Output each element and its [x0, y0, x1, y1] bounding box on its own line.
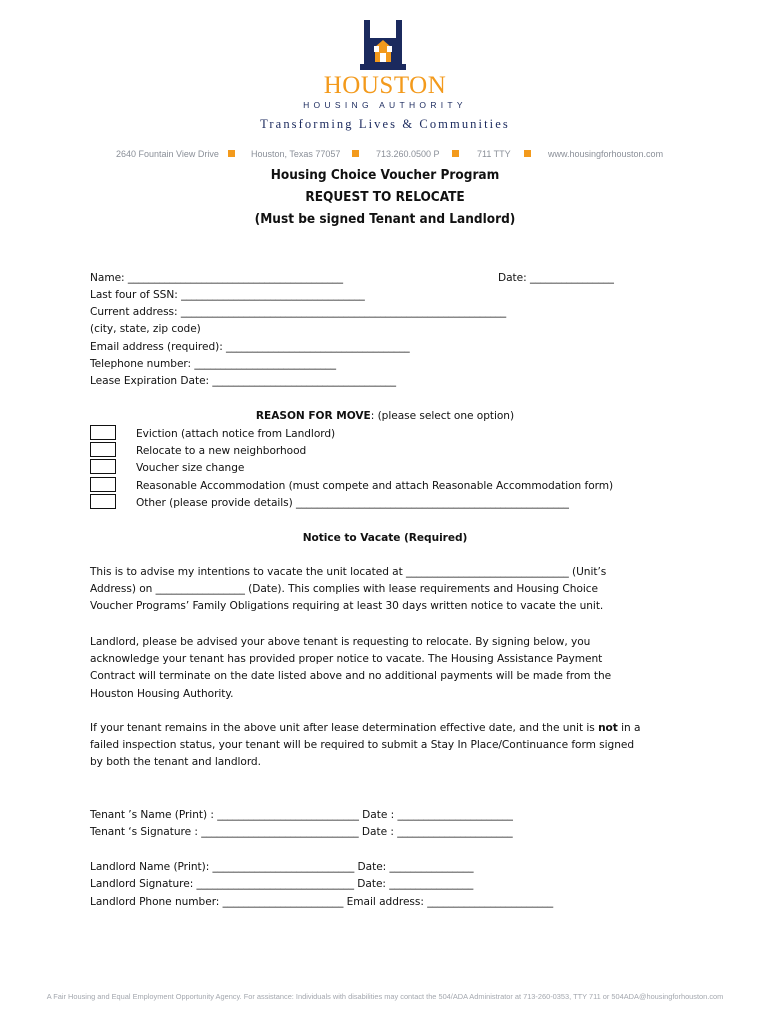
form-title-note: (Must be signed Tenant and Landlord): [254, 211, 516, 227]
reason-option-other[interactable]: Other (please provide details) ____________________________________________________: [136, 497, 569, 509]
checkbox-eviction[interactable]: [90, 425, 116, 440]
form-title-request: REQUEST TO RELOCATE: [305, 189, 465, 205]
checkbox-reasonable-accommodation[interactable]: [90, 477, 116, 492]
reason-heading-bold: REASON FOR MOVE: [255, 410, 371, 422]
notice-p3-line: by both the tenant and landlord.: [90, 756, 261, 769]
email-field[interactable]: Email address (required): ___________________________________: [90, 341, 410, 353]
landlord-phone-field[interactable]: Landlord Phone number: _______________________ Email address: ________________________: [90, 896, 554, 908]
landlord-name-field[interactable]: Landlord Name (Print): ___________________________ Date: ________________: [90, 861, 474, 873]
notice-p3-before: If your tenant remains in the above unit after lease determination effective date, and the unit is: [90, 722, 599, 734]
contact-address: 2640 Fountain View Drive: [116, 149, 219, 159]
form-title-program: Housing Choice Voucher Program: [270, 167, 500, 183]
current-address-field[interactable]: Current address: ______________________________________________________________: [90, 306, 507, 318]
reason-option-eviction: Eviction (attach notice from Landlord): [136, 428, 336, 440]
separator-square-icon: [228, 150, 235, 157]
notice-p2-line: acknowledge your tenant has provided proper notice to vacate. The Housing Assistance Payment: [90, 653, 603, 666]
notice-paragraph-1: [90, 564, 680, 616]
tenant-signature-field[interactable]: Tenant ‘s Signature : ______________________________ Date : ______________________: [90, 826, 513, 838]
reason-heading-rest: : (please select one option): [370, 410, 515, 422]
separator-square-icon: [452, 150, 459, 157]
lease-expiration-field[interactable]: Lease Expiration Date: ___________________________________: [90, 375, 397, 387]
notice-p1-line: Voucher Programs’ Family Obligations requiring at least 30 days written notice to vacate the unit.: [90, 600, 604, 613]
separator-square-icon: [524, 150, 531, 157]
form-title: [0, 164, 770, 230]
notice-p3-line: failed inspection status, your tenant will be required to submit a Stay In Place/Continuance form signed: [90, 739, 635, 752]
date-field[interactable]: Date: ________________: [498, 272, 614, 284]
notice-p2-line: Landlord, please be advised your above tenant is requesting to relocate. By signing below, you: [90, 636, 591, 648]
contact-phone: 713.260.0500 P: [376, 149, 440, 159]
tenant-name-field[interactable]: Tenant ’s Name (Print) : ___________________________ Date : ______________________: [90, 809, 513, 821]
org-tagline: Transforming Lives & Communities: [260, 117, 510, 131]
contact-city: Houston, Texas 77057: [251, 149, 341, 159]
notice-p1-line: Address) on _________________ (Date). This complies with lease requirements and Housing Choice: [90, 583, 599, 596]
reason-option-relocate: Relocate to a new neighborhood: [136, 445, 307, 457]
notice-p3-bold-not: not: [598, 722, 618, 734]
contact-website: www.housingforhouston.com: [548, 149, 664, 159]
reason-option-accommodation: Reasonable Accommodation (must compete and attach Reasonable Accommodation form): [136, 480, 614, 492]
org-subtitle: HOUSING AUTHORITY: [303, 100, 467, 110]
landlord-signature-field[interactable]: Landlord Signature: ______________________________ Date: ________________: [90, 878, 474, 890]
notice-p3-line: [90, 720, 680, 737]
separator-square-icon: [352, 150, 359, 157]
telephone-field[interactable]: Telephone number: ___________________________: [90, 358, 337, 370]
reason-heading: [0, 408, 770, 425]
checkbox-voucher-size[interactable]: [90, 459, 116, 474]
org-name: HOUSTON: [323, 72, 447, 99]
checkbox-other[interactable]: [90, 494, 116, 509]
reason-option-voucher-size: Voucher size change: [136, 462, 245, 474]
notice-p3-after: in a: [617, 722, 641, 734]
city-state-zip-label: (city, state, zip code): [90, 323, 201, 335]
name-field[interactable]: Name: _________________________________________: [90, 272, 344, 284]
notice-p2-line: Houston Housing Authority.: [90, 687, 234, 700]
ssn-field[interactable]: Last four of SSN: ___________________________________: [90, 289, 365, 301]
contact-tty: 711 TTY: [477, 149, 511, 159]
checkbox-relocate[interactable]: [90, 442, 116, 457]
houston-housing-authority-logo-icon: [360, 20, 406, 70]
notice-p1-line: This is to advise my intentions to vacate the unit located at _______________________________ (Unit’s: [90, 566, 607, 578]
footer-disclaimer: A Fair Housing and Equal Employment Opportunity Agency. For assistance: Individuals with disabilities may contact the 504/ADA Administrator at 713-260-0353, TTY 711 or 504ADA@housingforhouston.com: [46, 992, 724, 1001]
notice-p2-line: Contract will terminate on the date listed above and no additional payments will be made from the: [90, 670, 612, 683]
notice-heading: Notice to Vacate (Required): [302, 532, 468, 544]
notice-paragraph-2: [90, 634, 680, 703]
notice-paragraph-3: [90, 720, 680, 772]
